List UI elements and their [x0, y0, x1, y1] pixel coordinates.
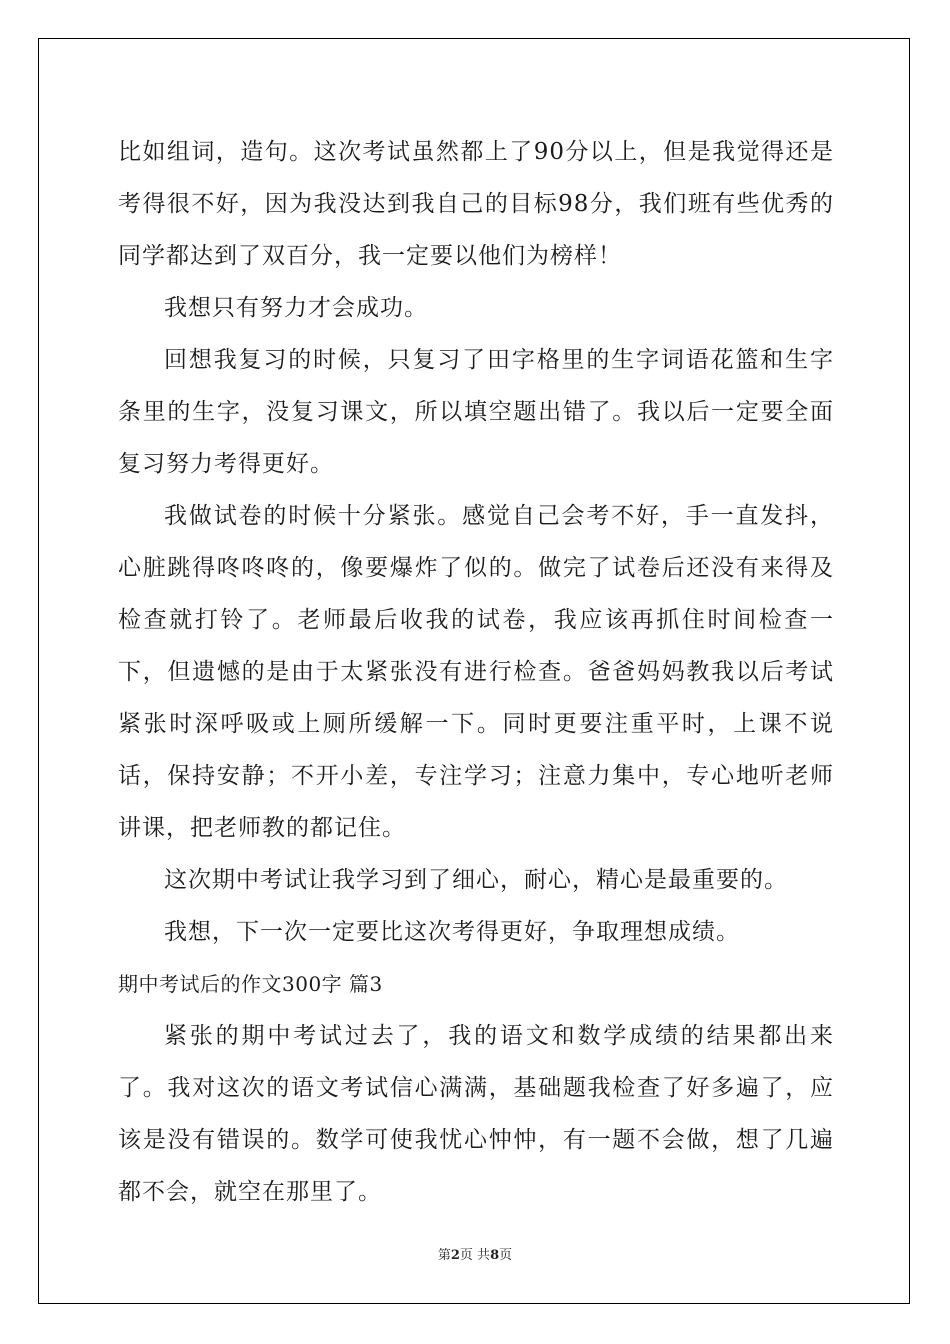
footer-page-prefix: 第 [437, 1248, 451, 1263]
document-body [118, 126, 834, 1218]
footer-page-total: 8 [490, 1248, 500, 1263]
paragraph-3: 回想我复习的时候，只复习了田字格里的生字词语花篮和生字条里的生字，没复习课文，所以填空题出错了。我以后一定要全面复习努力考得更好。 [118, 347, 834, 477]
footer-page-suffix: 页 [499, 1248, 513, 1263]
page-footer [0, 1244, 950, 1263]
paragraph-5: 这次期中考试让我学习到了细心，耐心，精心是最重要的。 [164, 867, 788, 893]
paragraph-4: 我做试卷的时候十分紧张。感觉自己会考不好，手一直发抖，心脏跳得咚咚咚的，像要爆炸了似的。做完了试卷后还没有来得及检查就打铃了。老师最后收我的试卷，我应该再抓住时间检查一下，但遗憾的是由于太紧张没有进行检查。爸爸妈妈教我以后考试紧张时深呼吸或上厕所缓解一下。同时更要注重平时，上课不说话，保持安静；不开小差，专注学习；注意力集中，专心地听老师讲课，把老师教的都记住。 [118, 503, 834, 841]
paragraph-6: 我想，下一次一定要比这次考得更好，争取理想成绩。 [164, 919, 740, 945]
paragraph-1: 比如组词，造句。这次考试虽然都上了90分以上，但是我觉得还是考得很不好，因为我没达到我自己的目标98分，我们班有些优秀的同学都达到了双百分，我一定要以他们为榜样！ [118, 139, 834, 269]
section-heading: 期中考试后的作文300字 篇3 [118, 972, 383, 996]
footer-page-current: 2 [450, 1248, 460, 1263]
footer-page-mid: 页 共 [459, 1248, 491, 1263]
paragraph-7: 紧张的期中考试过去了，我的语文和数学成绩的结果都出来了。我对这次的语文考试信心满满，基础题我检查了好多遍了，应该是没有错误的。数学可使我忧心忡忡，有一题不会做，想了几遍都不会，就空在那里了。 [118, 1023, 834, 1205]
paragraph-2: 我想只有努力才会成功。 [164, 295, 428, 321]
